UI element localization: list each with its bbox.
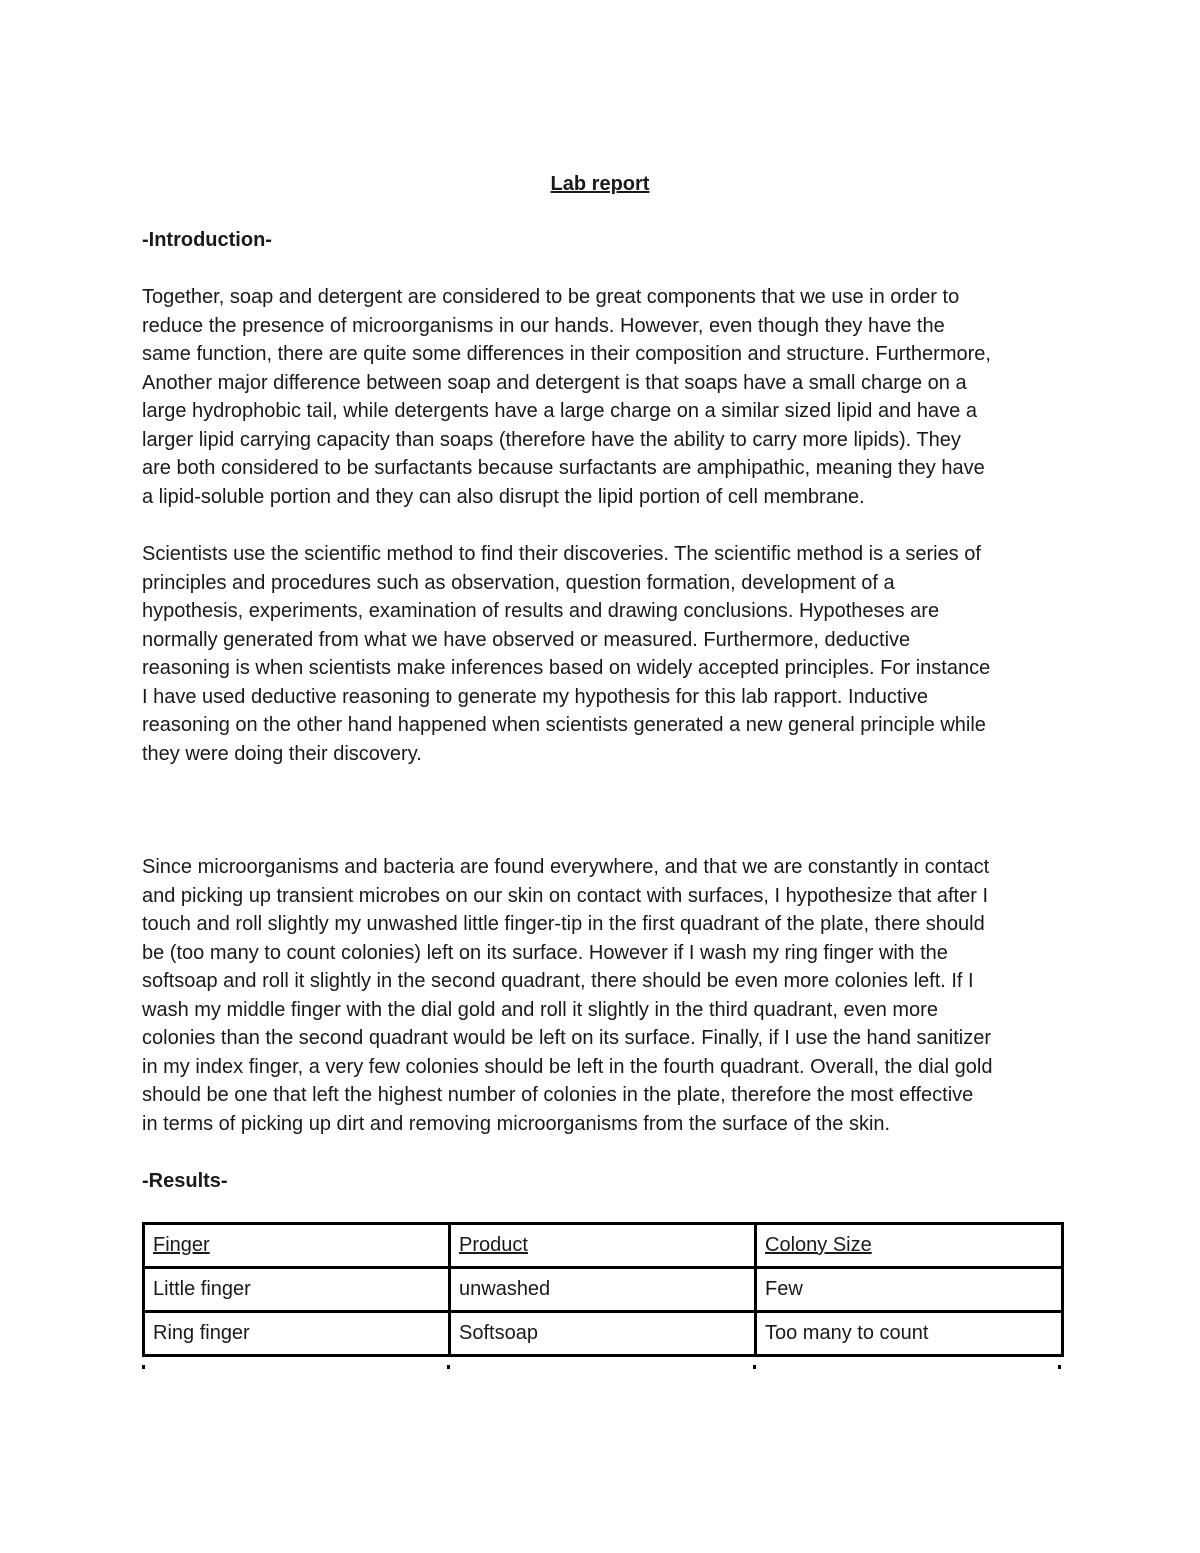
column-header-colony-size <box>756 1224 1063 1268</box>
paragraph-line: should be one that left the highest number of colonies in the plate, therefore the most effective <box>142 1084 974 1106</box>
paragraph-line: colonies than the second quadrant would be left on its surface. Finally, if I use the hand sanitizer <box>142 1027 992 1049</box>
paragraph-line: normally generated from what we have observed or measured. Furthermore, deductive <box>142 628 911 651</box>
table-cell: Ring finger <box>144 1312 450 1356</box>
results-heading: -Results- <box>142 1170 228 1192</box>
column-header-product <box>450 1224 756 1268</box>
table-cell: Softsoap <box>450 1312 756 1356</box>
table-border-tick <box>753 1365 756 1369</box>
paragraph-line: reasoning on the other hand happened when scientists generated a new general principle while <box>142 714 986 736</box>
table-border-tick <box>142 1365 145 1369</box>
paragraph-line: same function, there are quite some differences in their composition and structure. Furthermore, <box>142 343 991 365</box>
column-header-finger <box>144 1224 450 1268</box>
paragraph-line: I have used deductive reasoning to generate my hypothesis for this lab rapport. Inductive <box>142 685 929 708</box>
paragraph-line: Scientists use the scientific method to find their discoveries. The scientific method is a series of <box>142 543 981 565</box>
paragraph-line: they were doing their discovery. <box>142 742 422 765</box>
column-header-label: Finger <box>153 1234 210 1256</box>
paragraph-line: in terms of picking up dirt and removing microorganisms from the surface of the skin. <box>142 1112 891 1135</box>
paragraph-line: wash my middle finger with the dial gold and roll it slightly in the third quadrant, even more <box>142 998 938 1021</box>
paragraph-line: hypothesis, experiments, examination of results and drawing conclusions. Hypotheses are <box>142 600 940 622</box>
paragraph-line: a lipid-soluble portion and they can also disrupt the lipid portion of cell membrane. <box>142 485 865 508</box>
document-title: Lab report <box>550 173 650 195</box>
column-header-label: Colony Size <box>765 1234 872 1256</box>
paragraph-line: in my index finger, a very few colonies should be left in the fourth quadrant. Overall, the dial gold <box>142 1055 993 1078</box>
paragraph-line: larger lipid carrying capacity than soaps (therefore have the ability to carry more lipids). They <box>142 428 961 451</box>
hypothesis-paragraph <box>142 853 1062 1138</box>
paragraph-line: Since microorganisms and bacteria are found everywhere, and that we are constantly in contact <box>142 856 990 878</box>
table-row <box>144 1268 1063 1312</box>
intro-paragraph-1 <box>142 283 1062 511</box>
table-border-tick <box>1058 1365 1061 1369</box>
column-header-label: Product <box>459 1234 528 1256</box>
table-cell: Too many to count <box>756 1312 1063 1356</box>
introduction-heading: -Introduction- <box>142 229 272 251</box>
table-cell: unwashed <box>450 1268 756 1312</box>
paragraph-line: large hydrophobic tail, while detergents have a large charge on a similar sized lipid and have a <box>142 400 977 422</box>
table-continuation-marks <box>142 1365 1061 1369</box>
table-border-tick <box>447 1365 450 1369</box>
paragraph-line: Another major difference between soap and detergent is that soaps have a small charge on a <box>142 371 967 394</box>
intro-paragraph-2 <box>142 540 1062 768</box>
table-row <box>144 1312 1063 1356</box>
paragraph-line: reduce the presence of microorganisms in our hands. However, even though they have the <box>142 314 945 337</box>
table-cell: Little finger <box>144 1268 450 1312</box>
table-header-row <box>144 1224 1063 1268</box>
paragraph-line: softsoap and roll it slightly in the second quadrant, there should be even more colonies left. If I <box>142 970 974 992</box>
paragraph-line: touch and roll slightly my unwashed little finger-tip in the first quadrant of the plate, there should <box>142 913 985 935</box>
paragraph-line: be (too many to count colonies) left on its surface. However if I wash my ring finger with the <box>142 941 948 964</box>
table-cell: Few <box>756 1268 1063 1312</box>
paragraph-line: Together, soap and detergent are considered to be great components that we use in order to <box>142 286 960 308</box>
paragraph-line: are both considered to be surfactants because surfactants are amphipathic, meaning they have <box>142 457 985 479</box>
paragraph-line: and picking up transient microbes on our skin on contact with surfaces, I hypothesize that after I <box>142 884 989 907</box>
paragraph-line: principles and procedures such as observation, question formation, development of a <box>142 571 895 594</box>
paragraph-line: reasoning is when scientists make inferences based on widely accepted principles. For instance <box>142 657 991 679</box>
results-table <box>142 1222 1064 1357</box>
